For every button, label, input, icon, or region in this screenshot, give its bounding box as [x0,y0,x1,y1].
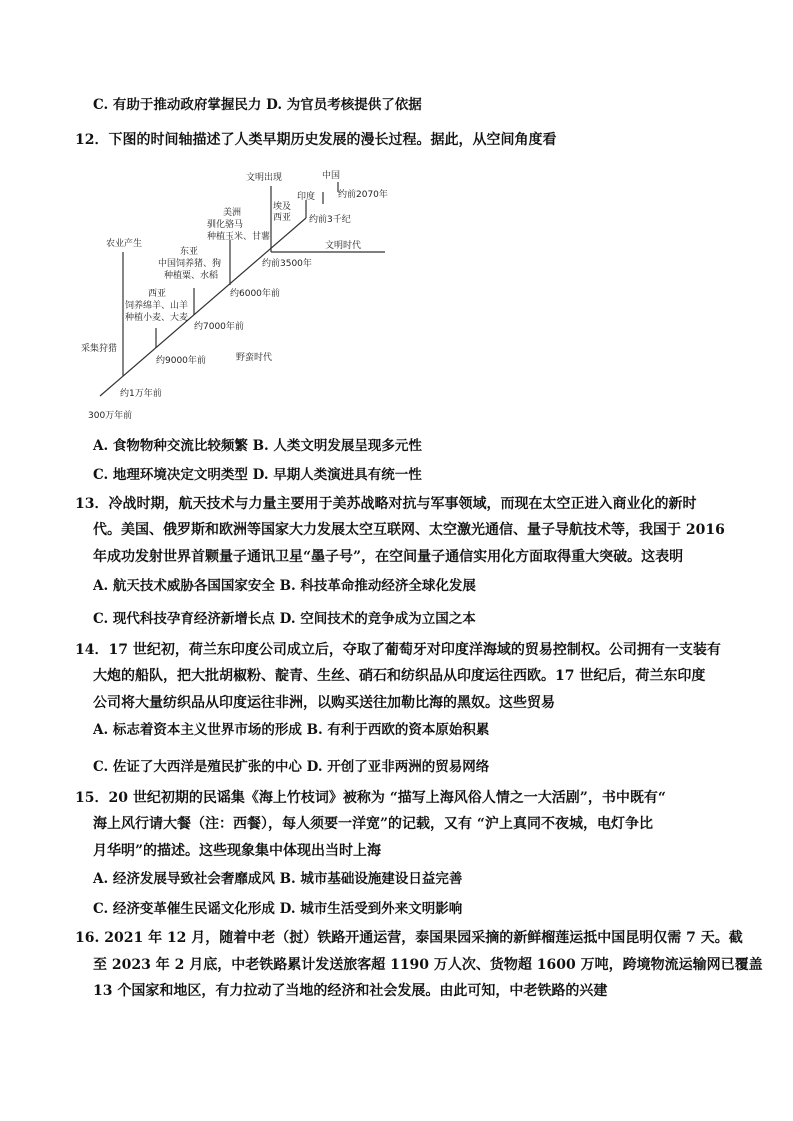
label-civilization-appear: 文明出现 [246,173,283,183]
q16-line2: 至 2023 年 2 月底，中老铁路累计发送旅客超 1190 万人次、货物超 1600 万吨，跨境物流运输网已覆盖 [93,957,763,973]
timeline-figure [80,160,390,422]
label-eastasia-crops: 种植粟、水稻 [164,271,219,281]
label-start: 300万年前 [88,411,133,421]
q15-options-ab: A. 经济发展导致社会奢靡成风 B. 城市基础设施建设日益完善 [93,871,463,887]
label-barbarian: 野蛮时代 [236,353,273,363]
label-civilization-age: 文明时代 [325,241,362,251]
q14-line3: 公司将大量纺织品从印度运往非洲，以购买送往加勒比海的黑奴。这些贸易 [93,695,555,711]
label-2070bc: 约前2070年 [338,190,388,200]
q12-stem: 12．下图的时间轴描述了人类早期历史发展的漫长过程。据此，从空间角度看 [75,132,557,148]
q12-options-cd: C. 地理环境决定文明类型 D. 早期人类演进具有统一性 [93,467,422,483]
label-3rd-millennium: 约前3千纪 [309,215,351,225]
label-eastasia-animals: 中国饲养猪、狗 [158,259,222,269]
label-10000ya: 约1万年前 [120,389,162,399]
q16-line1: 16. 2021 年 12 月，随着中老（挝）铁路开通运营，泰国果园采摘的新鲜榴莲运抵中国昆明仅需 7 天。截 [75,930,743,946]
q13-line3: 年成功发射世界首颗量子通讯卫星“墨子号”，在空间量子通信实用化方面取得重大突破。这表明 [93,549,684,565]
label-westasia-crops: 种植小麦、大麦 [125,313,189,323]
label-westasia-animals: 饲养绵羊、山羊 [125,301,189,311]
label-america-animals: 驯化骆马 [207,220,244,230]
q16-line3: 13 个国家和地区，有力拉动了当地的经济和社会发展。由此可知，中老铁路的兴建 [93,983,608,999]
label-america-crops: 种植玉米、甘薯 [207,232,271,242]
label-china: 中国 [322,171,341,181]
label-egypt: 埃及 [273,202,292,212]
q13-line2: 代。美国、俄罗斯和欧洲等国家大力发展太空互联网、太空激光通信、量子导航技术等，我国于 2016 [93,522,725,538]
q11-options-cd: C. 有助于推动政府掌握民力 D. 为官员考核提供了依据 [93,97,422,113]
q15-line2: 海上风行请大餐（注：西餐），每人须要一洋宽”的记载，又有 “沪上真同不夜城，电灯争比 [93,816,653,832]
q13-line1: 13．冷战时期，航天技术与力量主要用于美苏战略对抗与军事领域，而现在太空正进入商业化的新时 [75,496,697,512]
label-india: 印度 [297,192,316,202]
label-eastasia-title: 东亚 [180,247,199,257]
q14-options-cd: C. 佐证了大西洋是殖民扩张的中心 D. 开创了亚非两洲的贸易网络 [93,759,490,775]
q14-line2: 大炮的船队，把大批胡椒粉、靛青、生丝、硝石和纺织品从印度运往西欧。17 世纪后，荷兰东印度 [93,668,706,684]
label-gathering: 采集狩猎 [81,344,118,354]
label-6000ya: 约6000年前 [230,289,280,299]
q13-options-ab: A. 航天技术威胁各国国家安全 B. 科技革命推动经济全球化发展 [93,578,476,594]
label-agriculture: 农业产生 [106,239,143,249]
q14-options-ab: A. 标志着资本主义世界市场的形成 B. 有利于西欧的资本原始积累 [93,722,490,738]
label-9000ya: 约9000年前 [156,356,206,366]
label-egypt-westasia: 西亚 [273,213,292,223]
label-america-title: 美洲 [223,208,242,218]
q15-line1: 15．20 世纪初期的民谣集《海上竹枝词》被称为 “描写上海风俗人情之一大活剧”，书中既有“ [75,790,666,806]
q14-line1: 14．17 世纪初，荷兰东印度公司成立后，夺取了葡萄牙对印度洋海域的贸易控制权。公司拥有一支装有 [75,642,721,658]
label-3500bc: 约前3500年 [262,259,312,269]
q15-options-cd: C. 经济变革催生民谣文化形成 D. 城市生活受到外来文明影响 [93,901,463,917]
q15-line3: 月华明”的描述。这些现象集中体现出当时上海 [93,843,382,859]
q12-options-ab: A. 食物物种交流比较频繁 B. 人类文明发展呈现多元性 [93,438,422,454]
q13-options-cd: C. 现代科技孕育经济新增长点 D. 空间技术的竞争成为立国之本 [93,611,476,627]
label-7000ya: 约7000年前 [194,322,244,332]
label-westasia-title: 西亚 [148,289,167,299]
